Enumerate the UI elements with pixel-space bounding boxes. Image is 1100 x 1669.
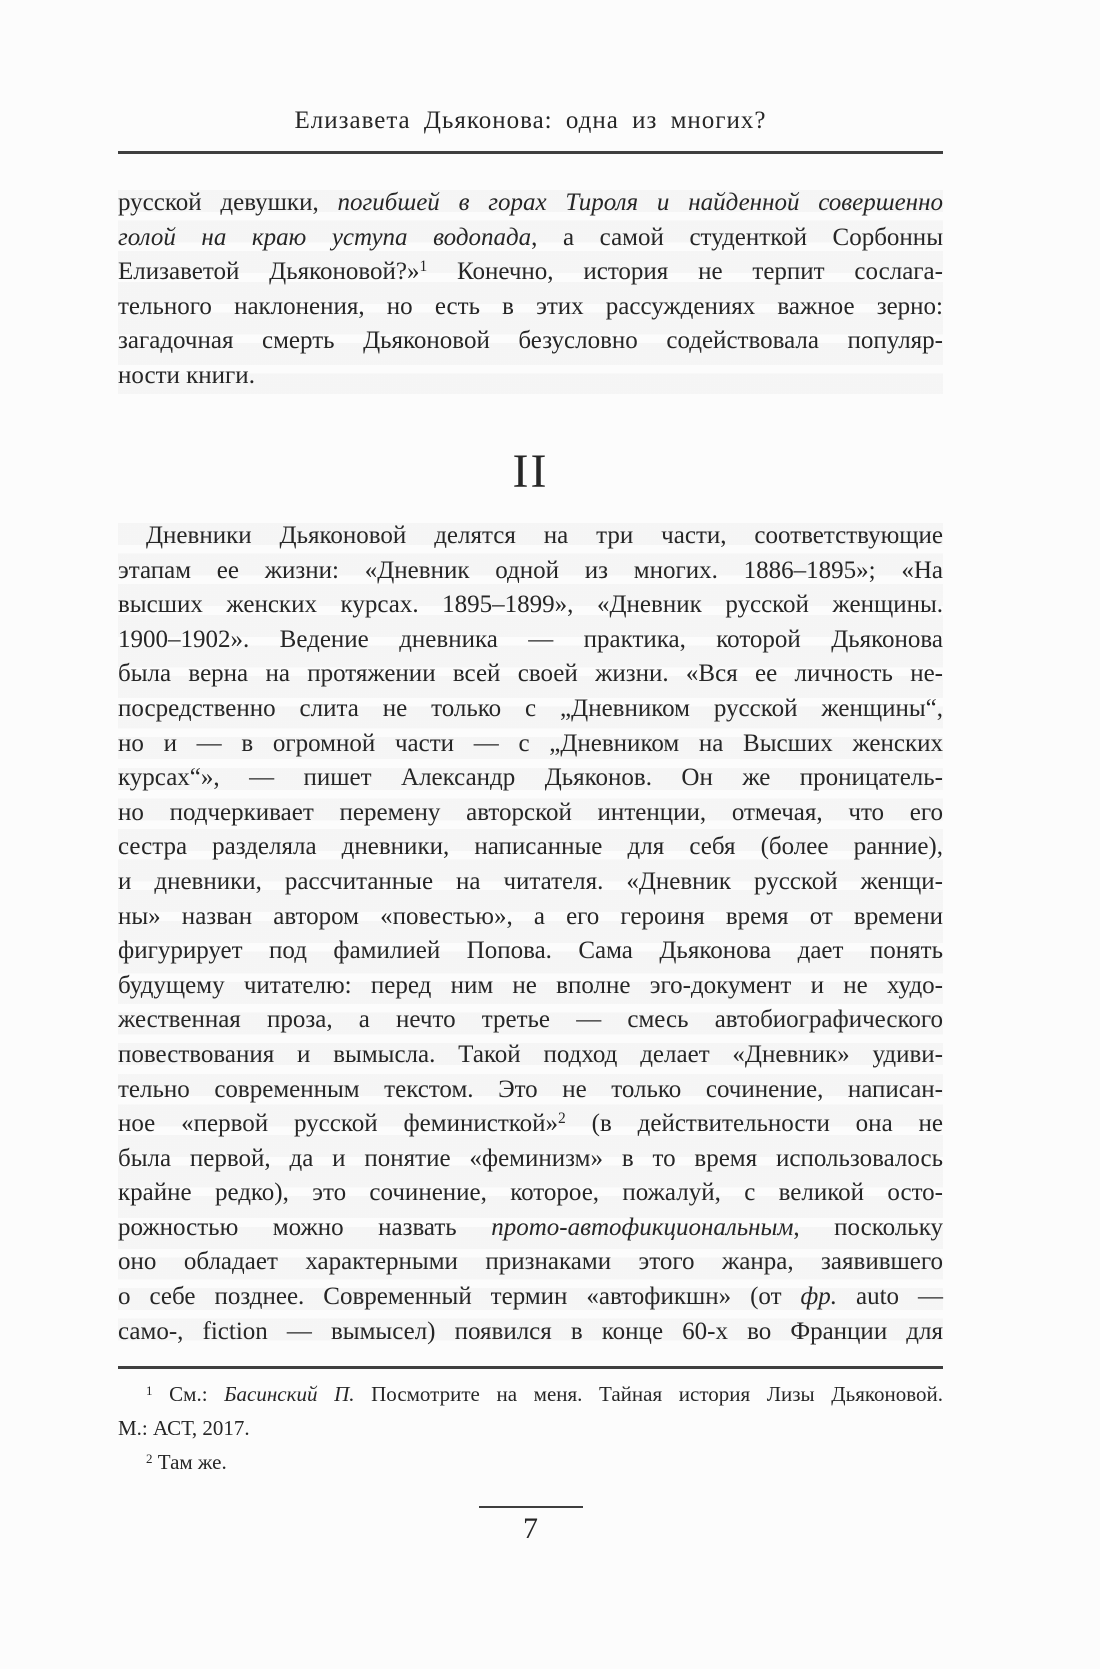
text-line — [118, 1003, 943, 1038]
text-segment: русской девушки, — [118, 189, 338, 216]
italic-text: голой на краю уступа водопада — [118, 223, 532, 251]
text-segment: фигурирует под фамилией Попова. Сама Дьяконова дает понять — [118, 937, 943, 965]
italic-text: Басинский П. — [224, 1382, 355, 1406]
text-line — [118, 588, 943, 623]
text-line — [118, 830, 943, 865]
text-segment: и дневники, рассчитанные на читателя. «Дневник русской женщи- — [118, 867, 943, 895]
running-header: Елизавета Дьяконова: одна из многих? — [294, 107, 767, 134]
text-line — [118, 900, 943, 935]
text-segment: была верна на протяжении всей своей жизни. «Вся ее личность не- — [118, 660, 943, 688]
footnote-2 — [118, 1445, 943, 1479]
text-line — [118, 1211, 943, 1246]
italic-text: фр. — [800, 1283, 837, 1311]
italic-text: прото-автофикциональным — [491, 1213, 794, 1241]
footnote-1 — [118, 1377, 943, 1445]
text-line — [118, 692, 943, 727]
text-segment: но подчеркивает перемену авторской интенции, отмечая, что его — [118, 798, 943, 826]
text-segment: , а самой студенткой Сорбонны — [531, 223, 943, 251]
text-line — [118, 727, 943, 762]
text-line — [118, 1073, 943, 1108]
text-line — [118, 1377, 943, 1411]
text-segment: ности книги. — [118, 361, 255, 389]
footnote-marker: 1 — [146, 1382, 153, 1398]
text-segment: будущему читателю: перед ним не вполне эго-документ и не худо- — [118, 971, 943, 999]
text-segment: тельно современным текстом. Это не только сочинение, написан- — [118, 1075, 943, 1103]
text-segment: (в действительности она не — [565, 1110, 944, 1138]
text-segment: ны» назван автором «повестью», а его героиня время от времени — [118, 902, 943, 930]
text-segment: 1900–1902». Ведение дневника — практика, которой Дьяконова — [118, 625, 943, 653]
text-line — [118, 1280, 943, 1315]
text-line — [118, 221, 943, 256]
text-line — [118, 865, 943, 900]
text-segment: Посмотрите на меня. Тайная история Лизы Дьяконовой. — [354, 1382, 943, 1406]
text-line — [118, 623, 943, 658]
text-segment: загадочная смерть Дьяконовой безусловно содействовала популяр- — [118, 327, 943, 355]
text-segment: Дневники Дьяконовой делятся на три части, соответствующие — [146, 522, 943, 549]
page-number: 7 — [523, 1512, 538, 1545]
text-segment: была первой, да и понятие «феминизм» в то время использовалось — [118, 1144, 943, 1172]
text-line — [118, 1315, 943, 1350]
text-line — [118, 290, 943, 325]
text-segment: auto — — [837, 1283, 944, 1311]
text-segment: тельного наклонения, но есть в этих рассуждениях важное зерно: — [118, 292, 943, 320]
text-line — [118, 796, 943, 831]
text-segment: рожностью можно назвать — [118, 1213, 492, 1241]
footnote-marker: 2 — [558, 1110, 566, 1128]
footnotes — [118, 1377, 943, 1479]
text-line — [118, 1245, 943, 1280]
footnote-marker: 2 — [146, 1450, 153, 1466]
text-line — [118, 1038, 943, 1073]
text-segment: повествования и вымысла. Такой подход делает «Дневник» удиви- — [118, 1040, 943, 1068]
text-segment: Конечно, история не терпит сослага- — [427, 258, 943, 286]
page-number-rule — [479, 1506, 583, 1508]
text-line — [118, 1142, 943, 1177]
text-line — [118, 934, 943, 969]
text-segment: этапам ее жизни: «Дневник одной из многих. 1886–1895»; «На — [118, 556, 943, 584]
text-segment: , поскольку — [793, 1213, 943, 1241]
text-segment: сестра разделяла дневники, написанные для себя (более ранние), — [118, 833, 943, 861]
text-segment: крайне редко), это сочинение, которое, пожалуй, с великой осто- — [118, 1179, 943, 1207]
text-line — [118, 657, 943, 692]
paragraph-main — [118, 519, 943, 1349]
text-segment: о себе позднее. Современный термин «автофикшн» (от — [118, 1283, 801, 1311]
text-line — [118, 1107, 943, 1142]
text-line — [118, 186, 943, 221]
footnote-marker: 1 — [419, 258, 428, 276]
text-segment: само-, fiction — вымысел) появился в конце 60-х во Франции для — [118, 1317, 943, 1345]
italic-text: погибшей в горах Тироля и найденной совершенно — [337, 189, 943, 216]
text-segment: оно обладает характерными признаками этого жанра, заявившего — [118, 1248, 943, 1276]
text-segment: курсах“», — пишет Александр Дьяконов. Он же проницатель- — [118, 764, 943, 792]
text-segment: ное «первой русской феминисткой» — [118, 1110, 559, 1138]
footnote-separator-rule — [118, 1366, 943, 1369]
text-line — [118, 761, 943, 796]
text-line — [118, 969, 943, 1004]
text-segment: высших женских курсах. 1895–1899», «Дневник русской женщины. — [118, 591, 943, 619]
text-line — [118, 359, 943, 394]
text-segment: посредственно слита не только с „Дневником русской женщины“, — [118, 694, 943, 722]
paragraph-continuation — [118, 186, 943, 394]
text-line — [118, 1411, 943, 1445]
text-line — [118, 324, 943, 359]
section-heading: II — [512, 445, 549, 498]
text-line — [118, 255, 943, 290]
text-segment: М.: АСТ, 2017. — [118, 1416, 250, 1440]
text-segment: но и — в огромной части — с „Дневником на Высших женских — [118, 729, 943, 757]
header-rule — [118, 151, 943, 154]
text-line — [118, 519, 943, 554]
text-segment: жественная проза, а нечто третье — смесь автобиографического — [118, 1006, 943, 1034]
text-segment: Елизаветой Дьяконовой?» — [118, 258, 420, 286]
text-line — [118, 1445, 943, 1479]
text-segment: Там же. — [152, 1450, 227, 1474]
text-line — [118, 554, 943, 589]
text-line — [118, 1176, 943, 1211]
text-segment: См.: — [152, 1382, 225, 1406]
